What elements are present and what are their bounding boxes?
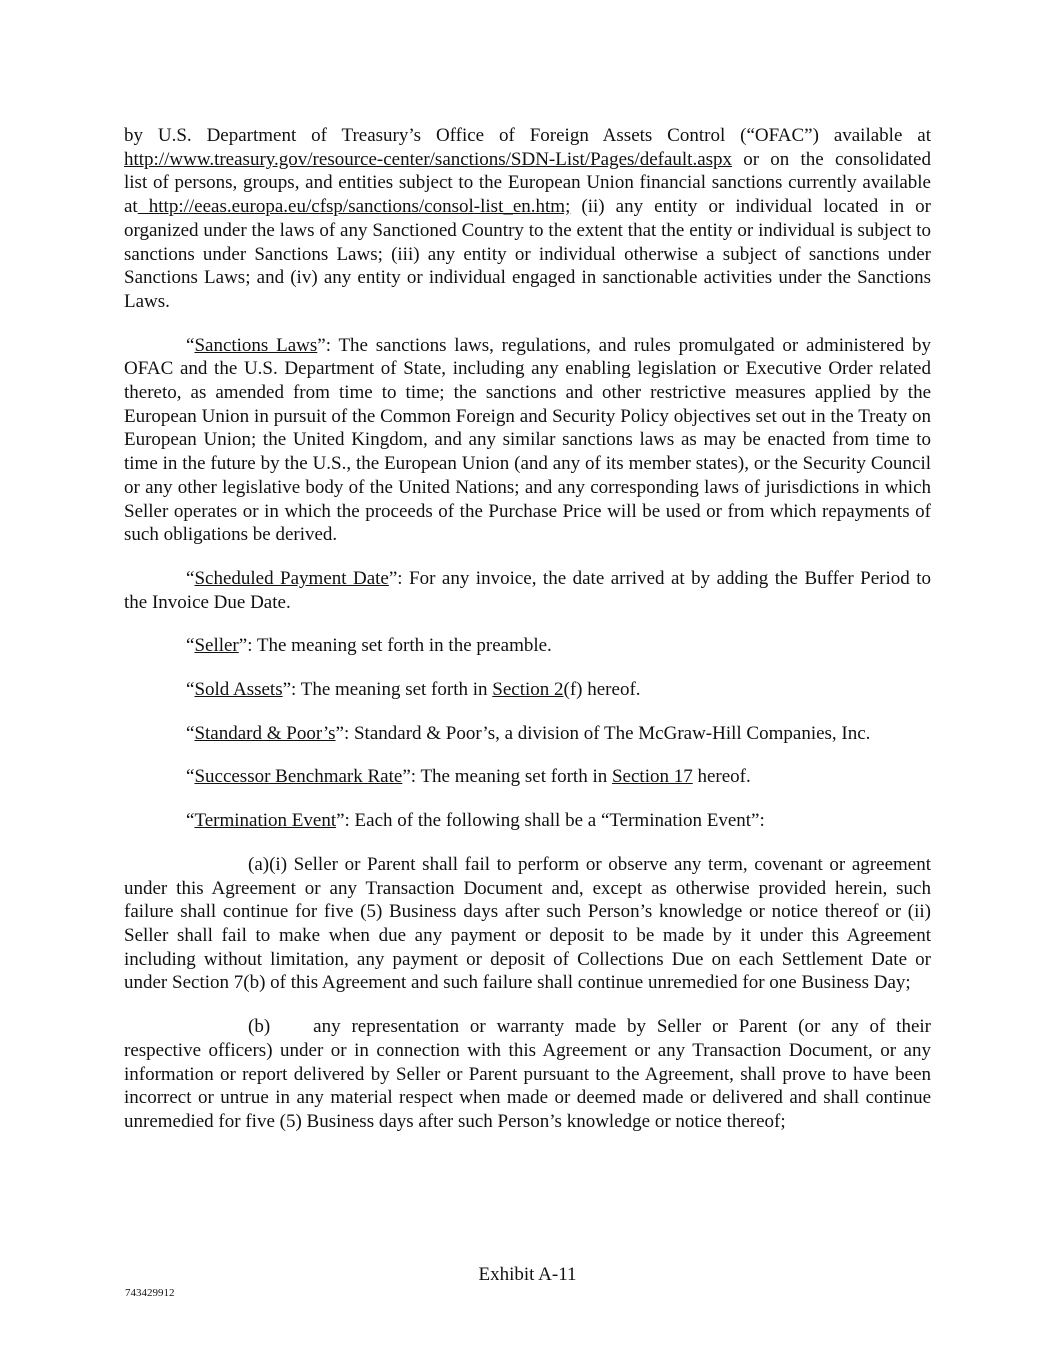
definition-text: ”: Each of the following shall be a “Termination Event”: [336, 810, 765, 832]
document-body [124, 124, 931, 1154]
defined-term: Termination Event [194, 810, 337, 832]
definition-sanctions-laws [124, 334, 931, 547]
definition-text: ”: Standard & Poor’s, a division of The McGraw-Hill Companies, Inc. [335, 722, 871, 744]
defined-term: Sold Assets [194, 679, 283, 701]
definition-text: ”: The sanctions laws, regulations, and rules promulgated or administered by OFAC and the U.S. Department of State, including any enabling legislation or Executive Order related thereto, as amended from time to time; the sanctions and other restrictive measures applied by the European Union in pursuit of the Common Foreign and Security Policy objectives set out in the Treaty on European Union; the United Kingdom, and any similar sanctions laws as may be enacted from time to time in the future by the U.S., the European Union (and any of its member states), or the Security Council or any other legislative body of the United Nations; and any corresponding laws of jurisdictions in which Seller operates or in which the proceeds of the Purchase Price will be used or from which repayments of such obligations be derived. [124, 334, 931, 546]
open-quote: “ [186, 635, 195, 657]
defined-term: Scheduled Payment Date [194, 567, 389, 589]
ofac-continuation-paragraph [124, 124, 931, 314]
definition-termination-event [124, 809, 931, 833]
open-quote: “ [186, 334, 195, 356]
paragraph-text: by U.S. Department of Treasury’s Office of Foreign Assets Control (“OFAC”) available at [124, 125, 931, 146]
definition-successor-benchmark-rate [124, 765, 931, 789]
section-reference: Section 2 [492, 679, 564, 701]
definition-scheduled-payment-date [124, 567, 931, 614]
clause-text: any representation or warranty made by Seller or Parent (or any of their respective officers) under or in connection with this Agreement or any Transaction Document, or any information or report delivered by Seller or Parent pursuant to the Agreement, shall prove to have been incorrect or untrue in any material respect when made or deemed made or delivered and shall continue unremedied for five (5) Business days after such Person’s knowledge or notice thereof; [124, 1016, 931, 1132]
defined-term: Standard & Poor’s [194, 722, 336, 744]
defined-term: Sanctions Laws [194, 334, 318, 356]
clause-b [124, 1015, 931, 1134]
section-reference: Section 17 [611, 766, 693, 788]
eu-consol-list-link[interactable]: http://eeas.europa.eu/cfsp/sanctions/consol-list_en.htm; [137, 196, 571, 218]
defined-term: Seller [194, 635, 239, 657]
definition-sold-assets [124, 678, 931, 702]
definition-seller [124, 634, 931, 658]
definition-standard-poors [124, 722, 931, 746]
definition-text: ”: For any invoice, the date arrived at by adding the Buffer Period to the Invoice Due Date. [124, 567, 931, 613]
paragraph-text: (ii) any entity or individual located in or organized under the laws of any Sanctioned Country to the extent that the entity or individual is subject to sanctions under Sanctions Laws; (iii) any entity or individual otherwise a subject of sanctions under Sanctions Laws; and (iv) any entity or individual engaged in sanctionable activities under the Sanctions Laws. [124, 196, 931, 312]
open-quote: “ [186, 810, 195, 832]
open-quote: “ [186, 567, 195, 589]
clause-a: (a)(i) Seller or Parent shall fail to perform or observe any term, covenant or agreement under this Agreement or any Transaction Document and, except as otherwise provided herein, such failure shall continue for five (5) Business days after such Person’s knowledge or notice thereof or (ii) Seller shall fail to make when due any payment or deposit to be made by it under this Agreement including without limitation, any payment or deposit of Collections Due on each Settlement Date or under Section 7(b) of this Agreement and such failure shall continue unremedied for one Business Day; [124, 853, 931, 994]
ofac-sdn-list-link[interactable]: http://www.treasury.gov/resource-center/sanctions/SDN-List/Pages/default.aspx [124, 148, 733, 170]
defined-term: Successor Benchmark Rate [194, 766, 403, 788]
paragraph-text: or on the consolidated list of persons, groups, and entities subject to the European Union financial sanctions currently available at [124, 148, 931, 218]
clause-label: (b) [248, 1016, 271, 1038]
open-quote: “ [186, 722, 195, 744]
open-quote: “ [186, 679, 195, 701]
definition-text: hereof. [692, 766, 751, 788]
definition-text: (f) hereof. [563, 679, 641, 701]
exhibit-page-label: Exhibit A-11 [478, 1264, 577, 1285]
definition-text: ”: The meaning set forth in [282, 679, 493, 701]
definition-text: ”: The meaning set forth in [402, 766, 612, 788]
definition-text: ”: The meaning set forth in the preamble. [238, 635, 552, 657]
open-quote: “ [186, 766, 195, 788]
document-id: 743429912 [125, 1287, 175, 1299]
